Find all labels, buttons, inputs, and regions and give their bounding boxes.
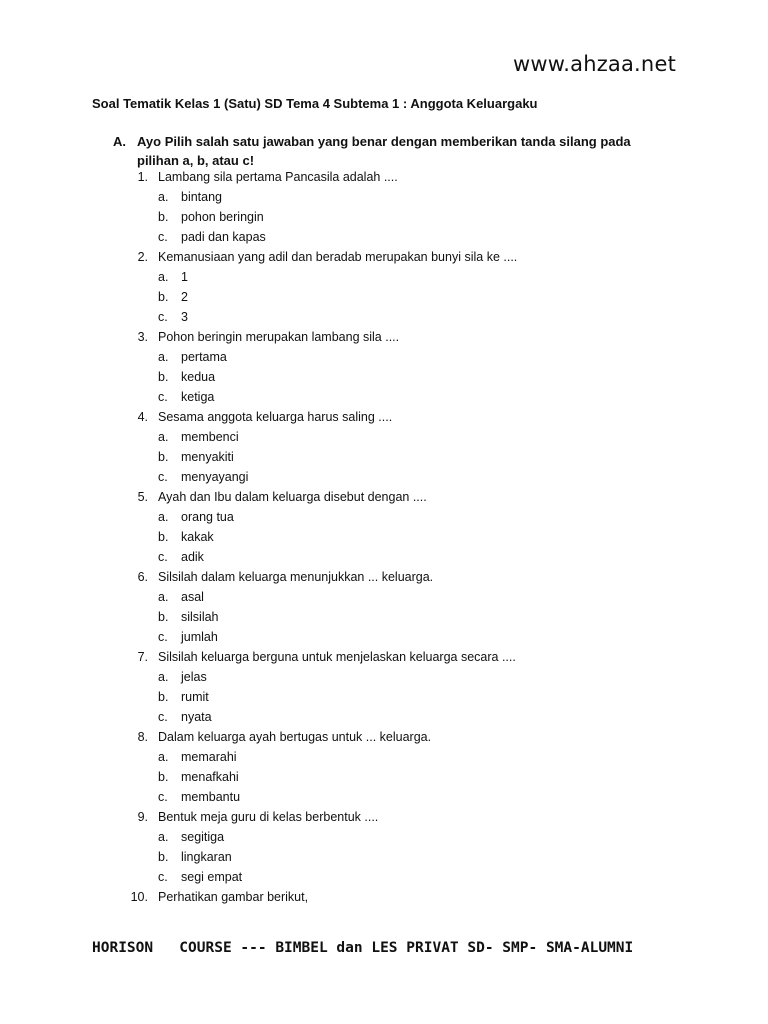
answer-option (0, 828, 768, 848)
answer-option (0, 288, 768, 308)
option-label: c. (158, 550, 168, 564)
option-label: c. (158, 230, 168, 244)
answer-option (0, 848, 768, 868)
option-label: b. (158, 610, 169, 624)
option-label: c. (158, 790, 168, 804)
question-item (0, 408, 768, 428)
option-label: b. (158, 370, 169, 384)
option-label: b. (158, 450, 169, 464)
option-text: lingkaran (181, 850, 232, 864)
question-number: 6. (137, 570, 148, 584)
option-text: segi empat (181, 870, 243, 884)
answer-option (0, 468, 768, 488)
option-label: a. (158, 590, 169, 604)
question-text: Perhatikan gambar berikut, (158, 890, 309, 904)
answer-option (0, 268, 768, 288)
question-text: Dalam keluarga ayah bertugas untuk ... keluarga. (158, 730, 432, 744)
option-text: 2 (181, 290, 188, 304)
answer-option (0, 388, 768, 408)
question-number: 1. (137, 170, 148, 184)
answer-option (0, 428, 768, 448)
option-text: segitiga (181, 830, 225, 844)
option-label: c. (158, 310, 168, 324)
question-text: Silsilah keluarga berguna untuk menjelaskan keluarga secara .... (158, 650, 516, 664)
option-label: c. (158, 630, 168, 644)
answer-option (0, 208, 768, 228)
question-item (0, 328, 768, 348)
question-item (0, 808, 768, 828)
option-label: a. (158, 750, 169, 764)
option-label: a. (158, 350, 169, 364)
question-item (0, 728, 768, 748)
option-text: pohon beringin (181, 210, 264, 224)
question-number: 2. (137, 250, 148, 264)
answer-option (0, 528, 768, 548)
question-number: 9. (137, 810, 148, 824)
option-text: orang tua (181, 510, 234, 524)
question-number: 4. (137, 410, 148, 424)
option-label: b. (158, 290, 169, 304)
option-text: menyakiti (181, 450, 234, 464)
answer-option (0, 368, 768, 388)
answer-option (0, 748, 768, 768)
question-item (0, 488, 768, 508)
option-text: rumit (181, 690, 209, 704)
answer-option (0, 508, 768, 528)
answer-option (0, 548, 768, 568)
section-instruction (113, 132, 673, 170)
option-label: a. (158, 510, 169, 524)
option-label: b. (158, 690, 169, 704)
option-text: asal (181, 590, 204, 604)
question-text: Silsilah dalam keluarga menunjukkan ... keluarga. (158, 570, 434, 584)
answer-option (0, 688, 768, 708)
option-text: membantu (181, 790, 241, 804)
answer-option (0, 668, 768, 688)
option-text: bintang (181, 190, 223, 204)
question-text: Bentuk meja guru di kelas berbentuk .... (158, 810, 379, 824)
question-text: Kemanusiaan yang adil dan beradab merupakan bunyi sila ke .... (158, 250, 518, 264)
answer-option (0, 348, 768, 368)
option-text: menyayangi (181, 470, 249, 484)
answer-option (0, 868, 768, 888)
option-label: a. (158, 270, 169, 284)
question-item (0, 888, 768, 908)
option-text: 3 (181, 310, 188, 324)
answer-option (0, 308, 768, 328)
question-number: 8. (137, 730, 148, 744)
question-number: 5. (137, 490, 148, 504)
option-label: c. (158, 710, 168, 724)
option-label: c. (158, 390, 168, 404)
question-number: 3. (137, 330, 148, 344)
option-text: memarahi (181, 750, 237, 764)
footer-banner: HORISON COURSE --- BIMBEL dan LES PRIVAT SD- SMP- SMA-ALUMNI (92, 940, 634, 956)
instruction-text: Ayo Pilih salah satu jawaban yang benar dengan memberikan tanda silang pada pilihan a, b, atau c! (137, 134, 631, 168)
option-label: a. (158, 190, 169, 204)
option-text: nyata (181, 710, 212, 724)
option-text: kakak (181, 530, 214, 544)
answer-option (0, 448, 768, 468)
option-label: a. (158, 670, 169, 684)
option-text: silsilah (181, 610, 219, 624)
option-label: c. (158, 470, 168, 484)
question-text: Pohon beringin merupakan lambang sila .... (158, 330, 400, 344)
question-item (0, 568, 768, 588)
question-list (0, 168, 768, 908)
answer-option (0, 188, 768, 208)
option-text: membenci (181, 430, 239, 444)
answer-option (0, 588, 768, 608)
document-title: Soal Tematik Kelas 1 (Satu) SD Tema 4 Subtema 1 : Anggota Keluargaku (92, 96, 538, 111)
answer-option (0, 608, 768, 628)
question-text: Ayah dan Ibu dalam keluarga disebut dengan .... (158, 490, 427, 504)
option-text: jumlah (181, 630, 218, 644)
answer-option (0, 788, 768, 808)
option-label: a. (158, 430, 169, 444)
option-label: b. (158, 850, 169, 864)
option-label: b. (158, 530, 169, 544)
question-text: Sesama anggota keluarga harus saling .... (158, 410, 393, 424)
answer-option (0, 228, 768, 248)
option-text: ketiga (181, 390, 215, 404)
question-text: Lambang sila pertama Pancasila adalah .... (158, 170, 398, 184)
option-text: kedua (181, 370, 216, 384)
option-text: jelas (181, 670, 207, 684)
option-label: b. (158, 770, 169, 784)
option-text: pertama (181, 350, 227, 364)
question-number: 10. (130, 890, 148, 904)
option-label: a. (158, 830, 169, 844)
question-number: 7. (137, 650, 148, 664)
option-text: 1 (181, 270, 188, 284)
option-label: c. (158, 870, 168, 884)
answer-option (0, 628, 768, 648)
option-text: padi dan kapas (181, 230, 266, 244)
option-label: b. (158, 210, 169, 224)
section-label: A. (113, 134, 126, 149)
option-text: adik (181, 550, 204, 564)
question-item (0, 648, 768, 668)
question-item (0, 248, 768, 268)
answer-option (0, 768, 768, 788)
site-url: www.ahzaa.net (513, 52, 676, 76)
question-item (0, 168, 768, 188)
option-text: menafkahi (181, 770, 239, 784)
answer-option (0, 708, 768, 728)
